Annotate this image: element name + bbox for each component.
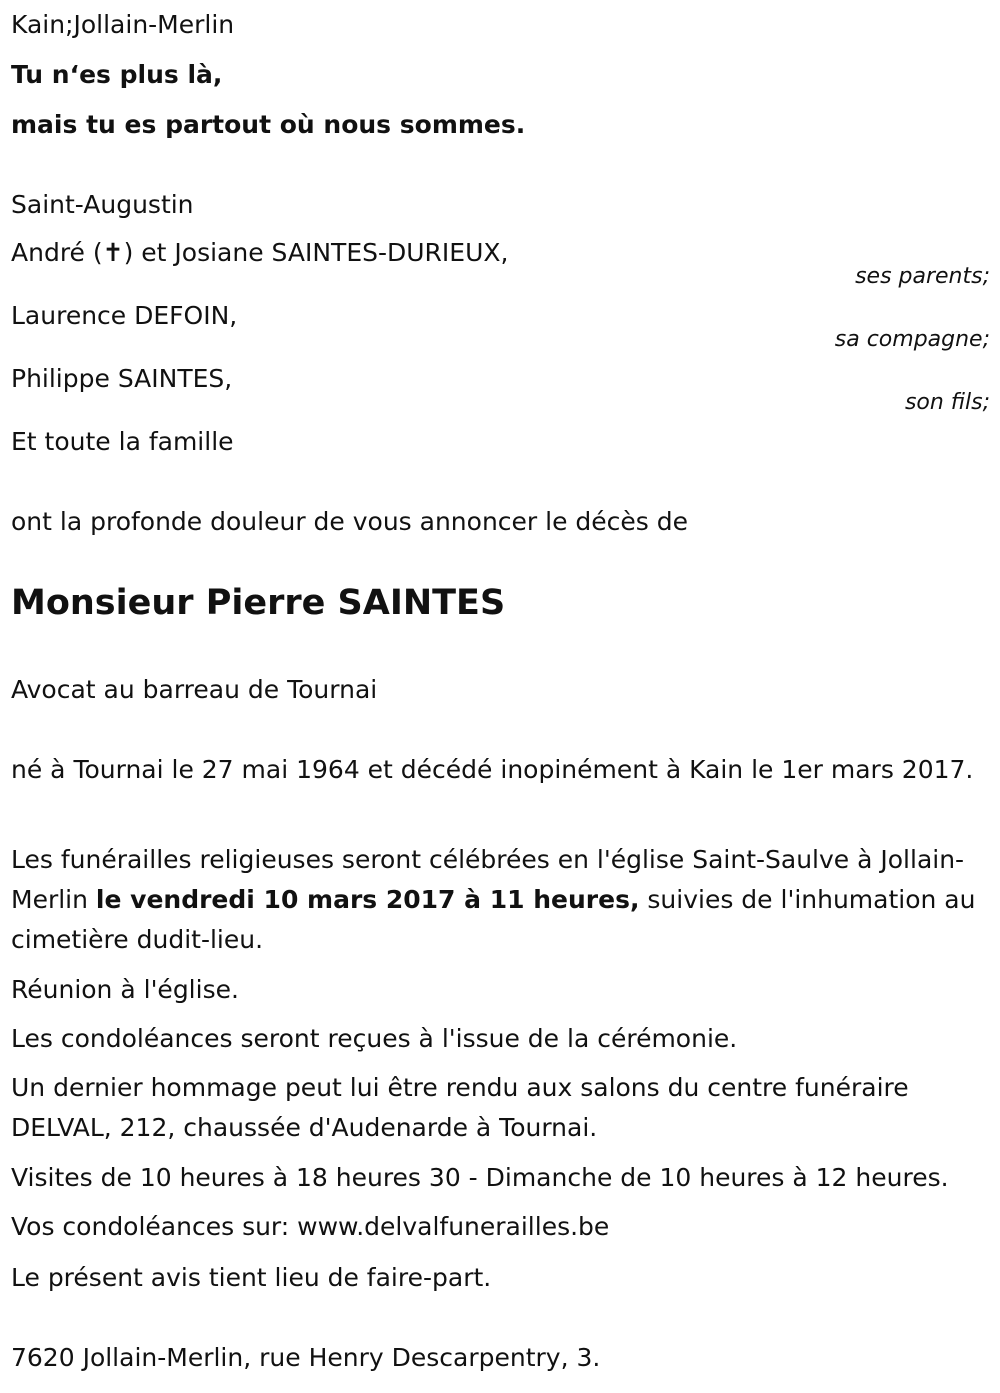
deceased-name: Monsieur Pierre SAINTES (11, 583, 506, 623)
family-closing: Et toute la famille (11, 427, 234, 456)
quote-line-2: mais tu es partout où nous sommes. (11, 110, 526, 139)
family-member-partner: Laurence DEFOIN, (11, 301, 238, 330)
visits-note: Visites de 10 heures à 18 heures 30 - Dimanche de 10 heures à 12 heures. (11, 1163, 949, 1192)
family-member-parents: André (✝) et Josiane SAINTES-DURIEUX, (11, 238, 509, 267)
family-member-son: Philippe SAINTES, (11, 364, 233, 393)
quote-author: Saint-Augustin (11, 190, 194, 219)
funeral-text-1: Les funérailles religieuses seront célébrées en l'église Saint-Saulve à Jollain-Merlin (11, 845, 965, 914)
condolences-note: Les condoléances seront reçues à l'issue de la cérémonie. (11, 1024, 738, 1053)
family-role-parents: ses parents; (855, 264, 990, 289)
funeral-date-emphasis: le vendredi 10 mars 2017 à 11 heures, (95, 885, 640, 914)
notice-note: Le présent avis tient lieu de faire-part. (11, 1263, 492, 1292)
tribute-note: Un dernier hommage peut lui être rendu aux salons du centre funéraire DELVAL, 212, chaussée d'Audenarde à Tournai. (11, 1073, 909, 1142)
meeting-note: Réunion à l'église. (11, 975, 239, 1004)
address: 7620 Jollain-Merlin, rue Henry Descarpentry, 3. (11, 1343, 601, 1372)
family-role-partner: sa compagne; (834, 327, 990, 352)
family-role-son: son fils; (904, 390, 990, 415)
deceased-dates: né à Tournai le 27 mai 1964 et décédé inopinément à Kain le 1er mars 2017. (11, 755, 974, 784)
quote-line-1: Tu n‘es plus là, (11, 60, 223, 89)
deceased-profession: Avocat au barreau de Tournai (11, 675, 378, 704)
funeral-text-2: suivies de l'inhumation au cimetière dudit-lieu. (11, 885, 976, 954)
online-condolences: Vos condoléances sur: www.delvalfunerailles.be (11, 1212, 610, 1241)
location: Kain;Jollain-Merlin (11, 10, 235, 39)
funeral-info (11, 840, 986, 960)
announcement: ont la profonde douleur de vous annoncer le décès de (11, 507, 689, 536)
